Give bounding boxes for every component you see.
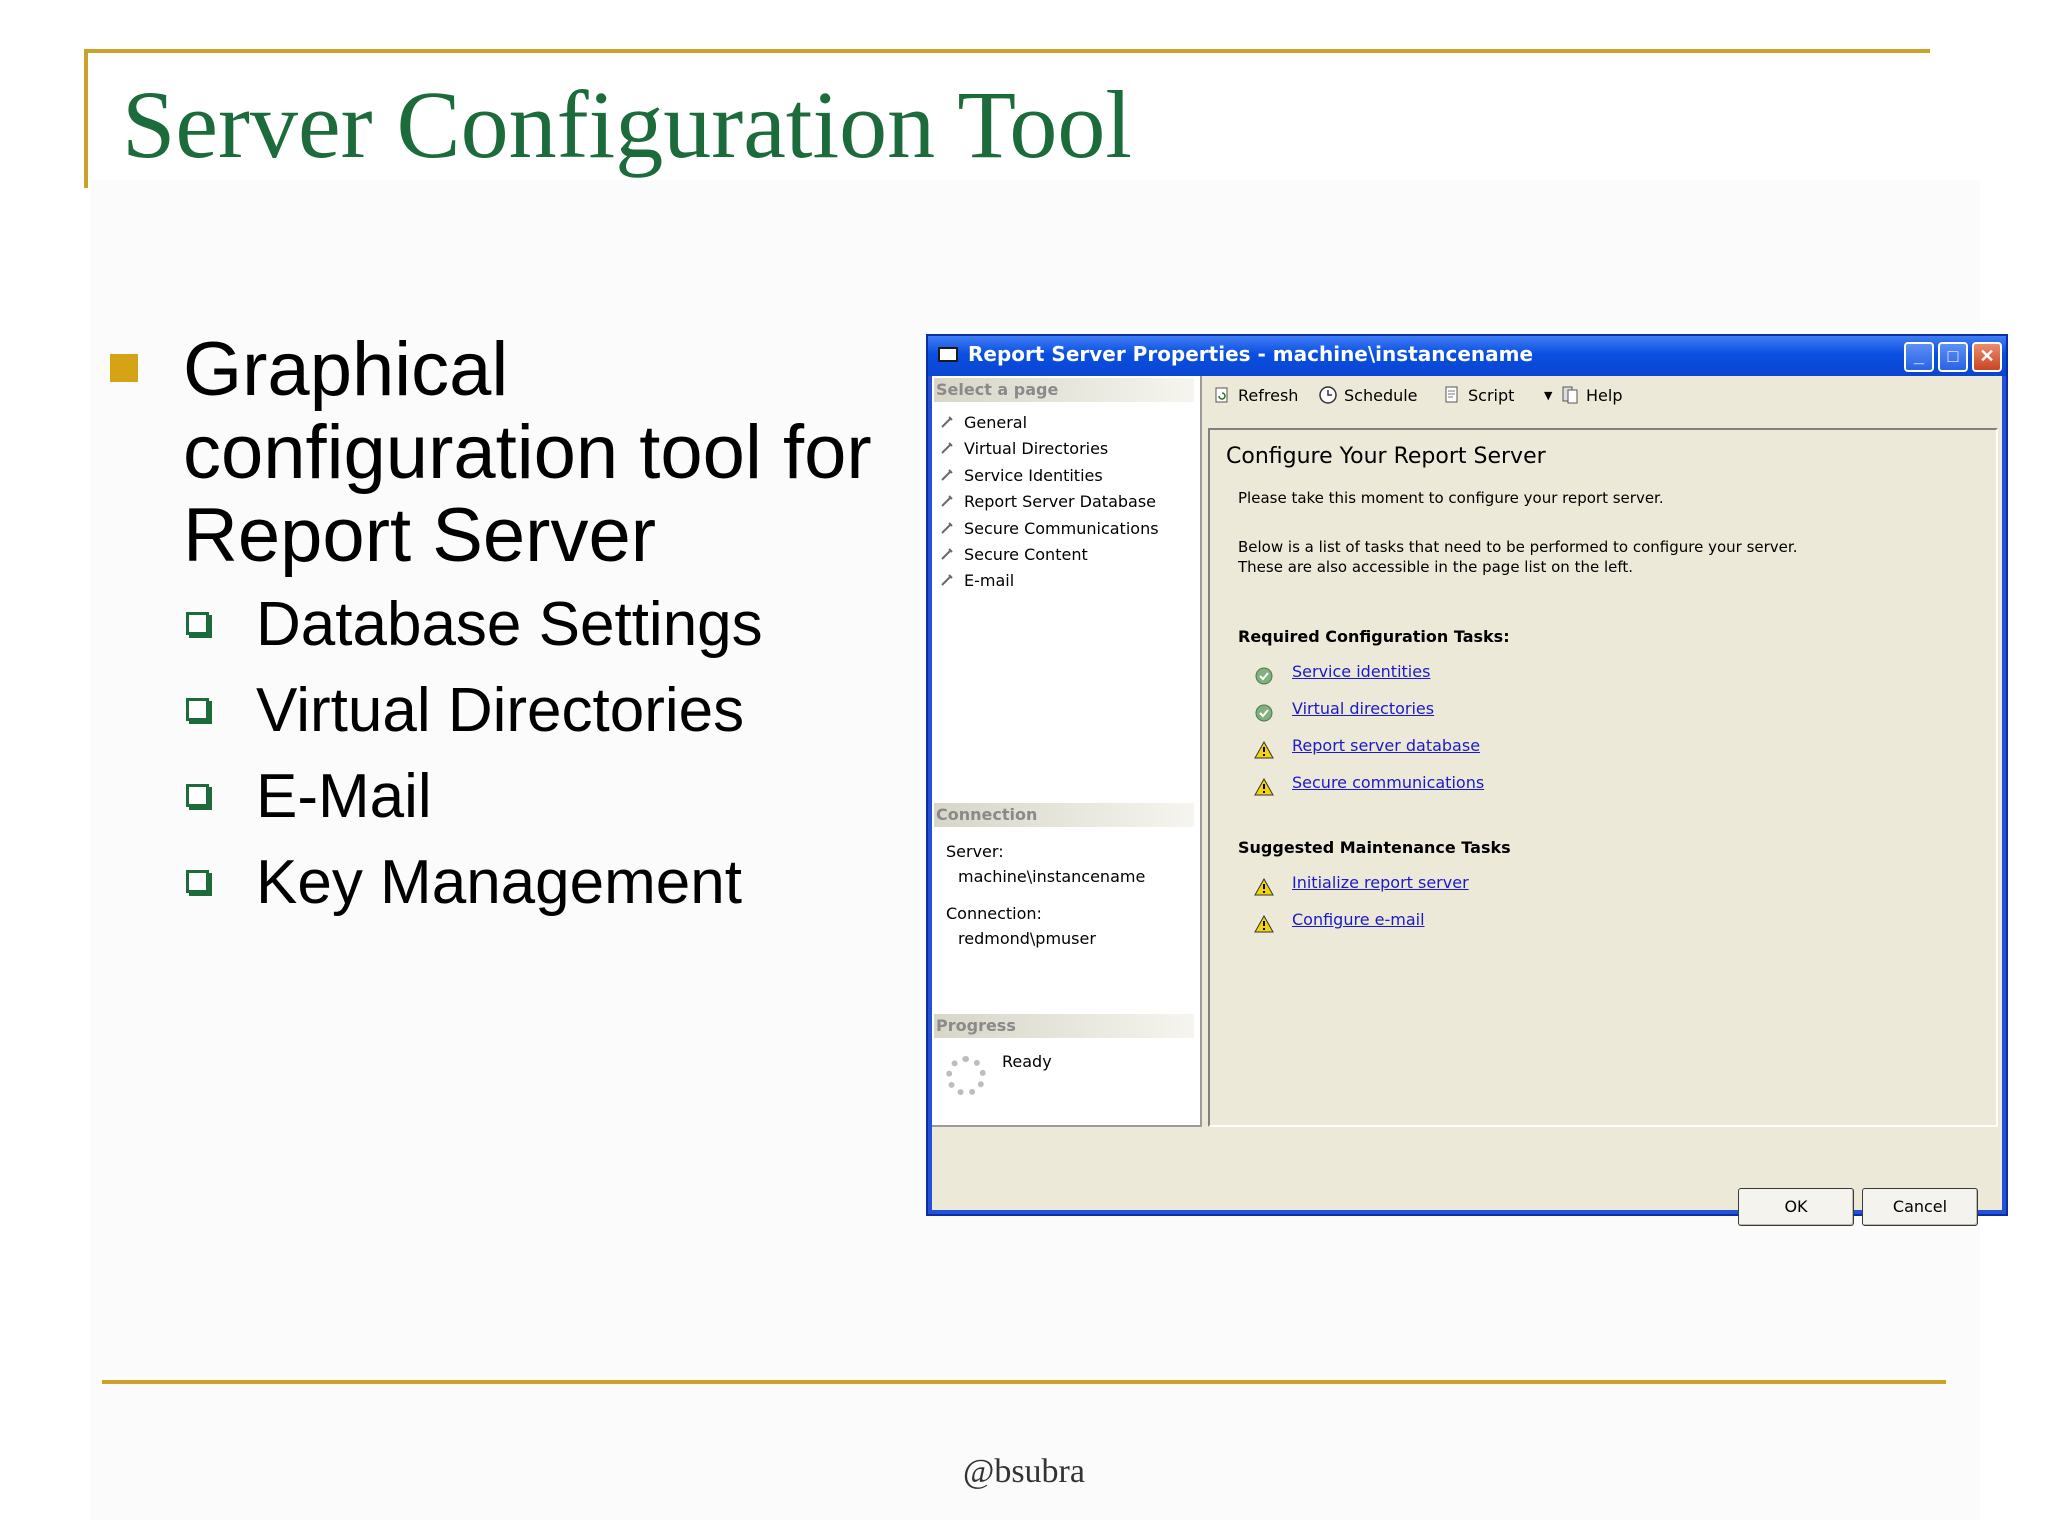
help-icon <box>1560 385 1580 405</box>
warning-icon <box>1254 777 1274 797</box>
title-rule-top <box>84 49 1930 53</box>
sub-bullet-text: Virtual Directories <box>256 676 745 745</box>
dialog-title: Report Server Properties - machine\instancename <box>968 342 1534 366</box>
task-link-secure-communications[interactable]: Secure communications <box>1292 773 1485 792</box>
schedule-label: Schedule <box>1344 386 1418 405</box>
checkbox-bullet-icon <box>186 784 209 807</box>
wrench-icon <box>940 573 954 587</box>
script-dropdown-arrow-icon[interactable]: ▼ <box>1544 389 1553 402</box>
schedule-button[interactable] <box>1318 384 1418 408</box>
maintenance-tasks-title: Suggested Maintenance Tasks <box>1238 838 1511 857</box>
warning-icon <box>1254 914 1274 934</box>
wrench-icon <box>940 441 954 455</box>
checkbox-bullet-icon <box>186 698 209 721</box>
progress-header: Progress <box>934 1014 1194 1038</box>
sub-bullet-text: E-Mail <box>256 762 432 831</box>
ok-button[interactable]: OK <box>1738 1188 1854 1226</box>
wrench-icon <box>940 468 954 482</box>
page-item-label: E-mail <box>964 571 1015 591</box>
connection-label: Connection: <box>946 904 1042 923</box>
required-tasks-title: Required Configuration Tasks: <box>1238 627 1510 646</box>
page-item-label: Secure Communications <box>964 518 1159 538</box>
script-label: Script <box>1468 386 1515 405</box>
task-link-report-server-database[interactable]: Report server database <box>1292 736 1481 755</box>
intro-text: Please take this moment to configure your report server. <box>1238 489 1664 507</box>
task-link-virtual-directories[interactable]: Virtual directories <box>1292 699 1435 718</box>
cancel-button[interactable]: Cancel <box>1862 1188 1978 1226</box>
check-ok-icon <box>1254 666 1274 686</box>
minimize-button[interactable]: _ <box>1904 342 1934 372</box>
progress-spinner-icon <box>946 1056 986 1096</box>
refresh-icon <box>1212 385 1232 405</box>
server-value: machine\instancename <box>958 867 1146 886</box>
toolbar <box>1208 376 2002 416</box>
connection-header: Connection <box>934 803 1194 827</box>
left-pane <box>932 376 1202 1127</box>
help-label: Help <box>1586 386 1623 405</box>
connection-value: redmond\pmuser <box>958 929 1096 948</box>
page-item-service-identities[interactable] <box>936 463 1159 489</box>
checkbox-bullet-icon <box>186 870 209 893</box>
refresh-label: Refresh <box>1238 386 1299 405</box>
description-line-2: These are also accessible in the page list on the left. <box>1238 558 1634 576</box>
report-server-properties-dialog <box>926 334 2008 1216</box>
sub-bullet-text: Database Settings <box>256 590 763 659</box>
task-link-initialize-report-server[interactable]: Initialize report server <box>1292 873 1469 892</box>
page-item-virtual-directories[interactable] <box>936 436 1159 462</box>
wrench-icon <box>940 494 954 508</box>
wrench-icon <box>940 415 954 429</box>
footer-rule <box>102 1380 1946 1384</box>
task-link-service-identities[interactable]: Service identities <box>1292 662 1431 681</box>
page-item-label: Secure Content <box>964 544 1088 564</box>
content-pane <box>1208 428 1998 1127</box>
task-link-configure-email[interactable]: Configure e-mail <box>1292 910 1425 929</box>
wrench-icon <box>940 547 954 561</box>
dialog-titlebar[interactable] <box>928 336 2006 376</box>
page-item-label: Virtual Directories <box>964 439 1109 459</box>
script-icon <box>1442 385 1462 405</box>
slide-title: Server Configuration Tool <box>122 71 1133 178</box>
close-button[interactable]: ✕ <box>1972 342 2002 372</box>
page-item-secure-communications[interactable] <box>936 516 1159 542</box>
warning-icon <box>1254 740 1274 760</box>
dialog-client-area <box>932 376 2002 1216</box>
server-label: Server: <box>946 842 1004 861</box>
page-item-report-server-database[interactable] <box>936 489 1159 515</box>
description-line-1: Below is a list of tasks that need to be performed to configure your server. <box>1238 538 1798 556</box>
page-item-secure-content[interactable] <box>936 542 1159 568</box>
page-list <box>936 410 1159 595</box>
clock-icon <box>1318 385 1338 405</box>
main-bullet-text: Graphical configuration tool for Report Server <box>183 327 872 578</box>
warning-icon <box>1254 877 1274 897</box>
progress-status: Ready <box>1002 1052 1052 1071</box>
select-page-header: Select a page <box>934 378 1194 402</box>
help-button[interactable] <box>1560 384 1622 408</box>
bullet-square-icon <box>110 354 138 382</box>
page-item-label: Report Server Database <box>964 492 1157 512</box>
window-icon <box>938 347 958 362</box>
script-button[interactable] <box>1442 384 1514 408</box>
wrench-icon <box>940 521 954 535</box>
page-item-general[interactable] <box>936 410 1159 436</box>
content-heading: Configure Your Report Server <box>1226 444 1546 469</box>
footer-handle: @bsubra <box>963 1453 1085 1490</box>
maximize-button[interactable]: □ <box>1938 342 1968 372</box>
check-ok-icon <box>1254 703 1274 723</box>
page-item-label: General <box>964 413 1028 432</box>
title-rule-left <box>84 49 88 188</box>
refresh-button[interactable] <box>1212 384 1298 408</box>
sub-bullet-text: Key Management <box>256 848 742 917</box>
page-item-label: Service Identities <box>964 465 1103 485</box>
page-item-email[interactable] <box>936 568 1159 594</box>
checkbox-bullet-icon <box>186 612 209 635</box>
